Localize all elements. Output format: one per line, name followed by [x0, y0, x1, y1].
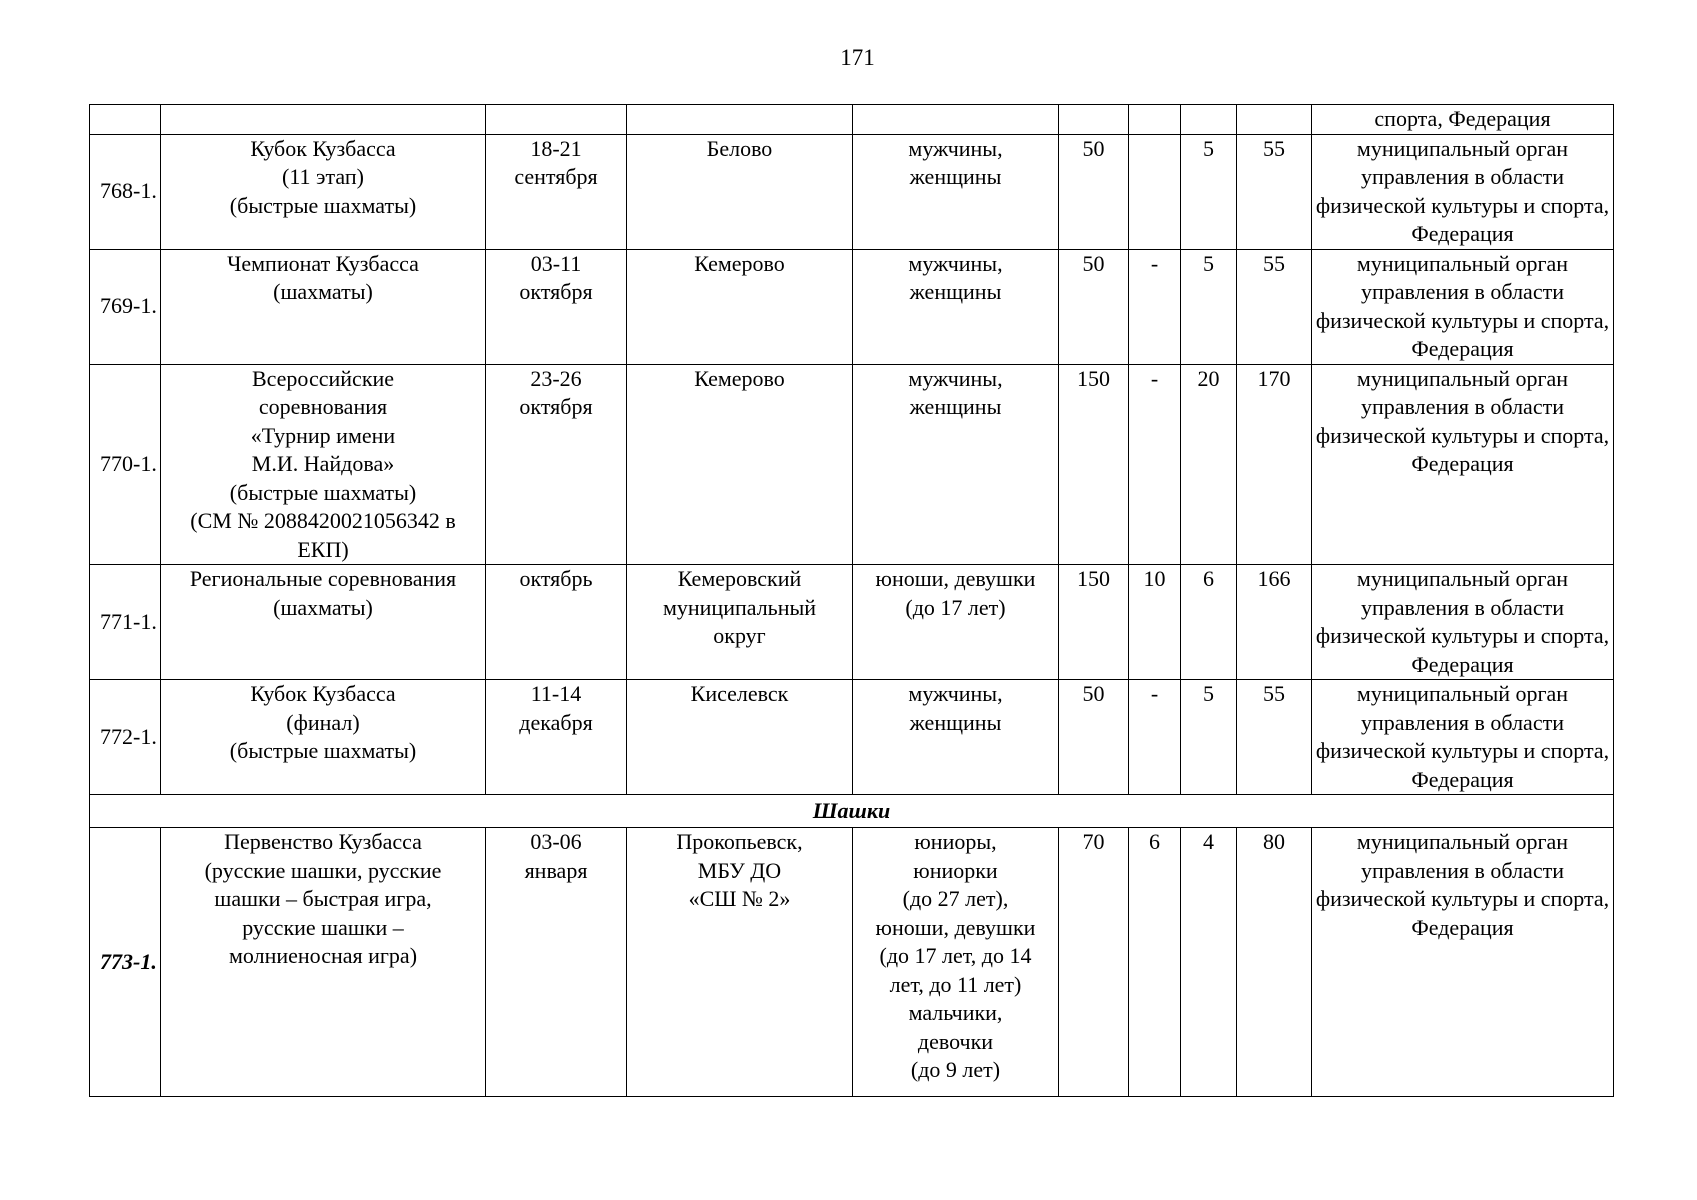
count-coaches: -	[1129, 364, 1181, 565]
count-judges: 20	[1181, 364, 1237, 565]
dates-cell	[486, 105, 627, 135]
count-total: 170	[1237, 364, 1312, 565]
event-participants: мужчины, женщины	[853, 134, 1059, 249]
event-name: Региональные соревнования (шахматы)	[161, 565, 486, 680]
count-athletes: 150	[1059, 364, 1129, 565]
count-cell	[1059, 105, 1129, 135]
page-number: 171	[840, 45, 875, 70]
continuation-row	[90, 105, 1614, 135]
table-row	[90, 134, 1614, 249]
event-dates: октябрь	[486, 565, 627, 680]
event-place: Прокопьевск, МБУ ДО «СШ № 2»	[627, 828, 853, 1097]
event-number: 771-1.	[90, 565, 161, 680]
event-number: 768-1.	[90, 134, 161, 249]
event-organizer: муниципальный орган управления в области физической культуры и спорта, Федерация	[1312, 364, 1614, 565]
participants-cell	[853, 105, 1059, 135]
event-place: Кемеровский муниципальный округ	[627, 565, 853, 680]
count-athletes: 50	[1059, 680, 1129, 795]
event-place: Кемерово	[627, 364, 853, 565]
name-cell	[161, 105, 486, 135]
event-number: 773-1.	[90, 828, 161, 1097]
event-participants: мужчины, женщины	[853, 364, 1059, 565]
event-dates: 03-11 октября	[486, 249, 627, 364]
count-coaches: -	[1129, 249, 1181, 364]
event-place: Кемерово	[627, 249, 853, 364]
event-place: Белово	[627, 134, 853, 249]
count-judges: 4	[1181, 828, 1237, 1097]
event-participants: мужчины, женщины	[853, 680, 1059, 795]
event-dates: 03-06 января	[486, 828, 627, 1097]
table-row	[90, 364, 1614, 565]
event-organizer: муниципальный орган управления в области физической культуры и спорта, Федерация	[1312, 828, 1614, 1097]
count-coaches: 6	[1129, 828, 1181, 1097]
count-cell	[1129, 105, 1181, 135]
count-athletes: 50	[1059, 249, 1129, 364]
event-dates: 23-26 октября	[486, 364, 627, 565]
event-name: Первенство Кузбасса (русские шашки, русские шашки – быстрая игра, русские шашки – молниеносная игра)	[161, 828, 486, 1097]
count-judges: 5	[1181, 680, 1237, 795]
count-judges: 6	[1181, 565, 1237, 680]
table-row	[90, 828, 1614, 1097]
count-cell	[1181, 105, 1237, 135]
event-dates: 11-14 декабря	[486, 680, 627, 795]
count-coaches: 10	[1129, 565, 1181, 680]
event-place: Киселевск	[627, 680, 853, 795]
total-cell	[1237, 105, 1312, 135]
count-athletes: 150	[1059, 565, 1129, 680]
count-total: 55	[1237, 680, 1312, 795]
section-row	[90, 795, 1614, 828]
num-cell	[90, 105, 161, 135]
count-total: 166	[1237, 565, 1312, 680]
event-participants: юниоры, юниорки (до 27 лет), юноши, девушки (до 17 лет, до 14 лет, до 11 лет) мальчики, девочки (до 9 лет)	[853, 828, 1059, 1097]
count-total: 55	[1237, 249, 1312, 364]
place-cell	[627, 105, 853, 135]
event-organizer: муниципальный орган управления в области физической культуры и спорта, Федерация	[1312, 134, 1614, 249]
event-number: 770-1.	[90, 364, 161, 565]
event-number: 772-1.	[90, 680, 161, 795]
count-coaches: -	[1129, 680, 1181, 795]
count-judges: 5	[1181, 134, 1237, 249]
count-total: 55	[1237, 134, 1312, 249]
event-name: Кубок Кузбасса (финал) (быстрые шахматы)	[161, 680, 486, 795]
count-judges: 5	[1181, 249, 1237, 364]
count-athletes: 50	[1059, 134, 1129, 249]
event-name: Кубок Кузбасса (11 этап) (быстрые шахматы)	[161, 134, 486, 249]
section-title: Шашки	[90, 795, 1614, 828]
count-total: 80	[1237, 828, 1312, 1097]
events-table	[89, 104, 1614, 1097]
event-organizer: муниципальный орган управления в области физической культуры и спорта, Федерация	[1312, 249, 1614, 364]
count-coaches	[1129, 134, 1181, 249]
event-dates: 18-21 сентября	[486, 134, 627, 249]
event-name: Чемпионат Кузбасса (шахматы)	[161, 249, 486, 364]
table-row	[90, 565, 1614, 680]
table-row	[90, 249, 1614, 364]
event-organizer: муниципальный орган управления в области физической культуры и спорта, Федерация	[1312, 680, 1614, 795]
event-organizer: муниципальный орган управления в области физической культуры и спорта, Федерация	[1312, 565, 1614, 680]
event-participants: мужчины, женщины	[853, 249, 1059, 364]
event-number: 769-1.	[90, 249, 161, 364]
organizer-cell: спорта, Федерация	[1312, 105, 1614, 135]
table-row	[90, 680, 1614, 795]
count-athletes: 70	[1059, 828, 1129, 1097]
event-participants: юноши, девушки (до 17 лет)	[853, 565, 1059, 680]
event-name: Всероссийские соревнования «Турнир имени М.И. Найдова» (быстрые шахматы) (СМ № 2088420021056342 в ЕКП)	[161, 364, 486, 565]
